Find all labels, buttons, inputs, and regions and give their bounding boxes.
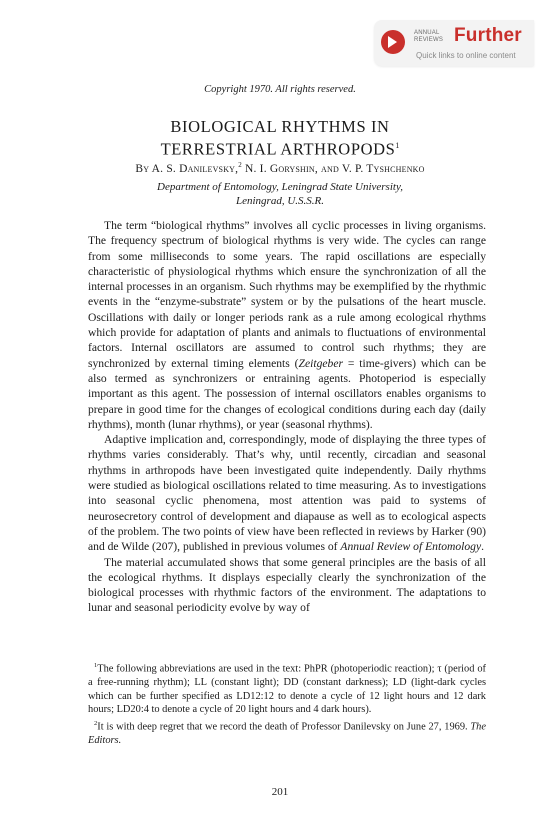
footnotes [88, 659, 486, 748]
article-title [0, 117, 560, 159]
author-line: By A. S. Danilevsky,$^2$ N. I. Goryshin, and V. P. Tyshchenko [135, 161, 425, 175]
paragraph-1: The term “biological rhythms” involves all cyclic processes in living organisms. The frequency spectrum of biological rhythms is very wide. The cycles can range from some milliseconds to some years. The rapid oscillations are especially characteristic of physiological rhythms which ensure the synchronization of all the internal processes in an organism. Such rhythms may be exemplified by the rhythmic events in the “enzyme-substrate” system or by the pulsations of the heart muscle. Oscillations with daily or longer periods rank as a rule among ecological rhythms which provide for adaptation of plants and animals to fluctuations of environmental factors. Internal oscillators are assumed to control such rhythms; they are synchronized by external timing elements (Zeitgeber = time-givers) which can be also termed as synchronizers or entraining agents. Photoperiod is especially important as this agent. The possession of internal oscillators enables organisms to prepare in good time for the changes of ecological conditions during each day (daily rhythms), month (lunar rhythms), or year (seasonal rhythms). [88, 219, 487, 431]
title-line-1: BIOLOGICAL RHYTHMS IN [170, 117, 390, 136]
affiliation: Department of Entomology, Leningrad State University, Leningrad, U.S.S.R. [157, 181, 403, 207]
paragraph-3: The material accumulated shows that some general principles are the basis of all the ecological rhythms. It displays especially clearly the synchronization of the biological processes with rhythmic factors of the environment. The adaptations to lunar and seasonal periodicity evolve by way of [88, 555, 486, 615]
footnote-2: $^2$It is with deep regret that we record the death of Professor Danilevsky on June 27, 1969. The Editors. [88, 719, 486, 746]
play-arrow-icon [381, 30, 405, 54]
title-line-2: TERRESTRIAL ARTHROPODS$^1$ [160, 139, 400, 159]
body-text [88, 218, 486, 616]
title-footnote-mark: 1 [395, 141, 400, 150]
page-number: 201 [271, 786, 289, 798]
further-label: Further [454, 25, 522, 46]
annual-reviews-wordmark: ANNUAL REVIEWS [414, 30, 444, 43]
author-footnote-mark: 2 [238, 161, 242, 169]
annual-reviews-further-badge[interactable] [374, 20, 534, 66]
copyright-notice: Copyright 1970. All rights reserved. [204, 84, 356, 95]
paragraph-2: Adaptive implication and, correspondingly, mode of displaying the three types of rhythms varies considerably. That’s why, until recently, circadian and seasonal rhythms in arthropods have been investigated quite independently. Daily rhythms were studied as biological oscillations related to time measuring. As to investigations into seasonal cyclic phenomena, most attention was paid to systems of neurosecretory control of development and diapause as well as to ecological aspects of the problem. The two points of view have been reflected in reviews by Harker (90) and de Wilde (207), published in previous volumes of Annual Review of Entomology. [88, 433, 486, 554]
quick-links-label[interactable]: Quick links to online content [416, 51, 516, 60]
footnote-1: $^1$The following abbreviations are used in the text: PhPR (photoperiodic reaction); τ (period of a free-running rhythm); LL (constant light); DD (constant darkness); LD (light-dark cycles which can be further specified as LD12:12 to denote a cycle of 12 light hours and 12 dark hours; LD20:4 to denote a cycle of 20 light hours and 4 dark hours). [88, 662, 486, 716]
